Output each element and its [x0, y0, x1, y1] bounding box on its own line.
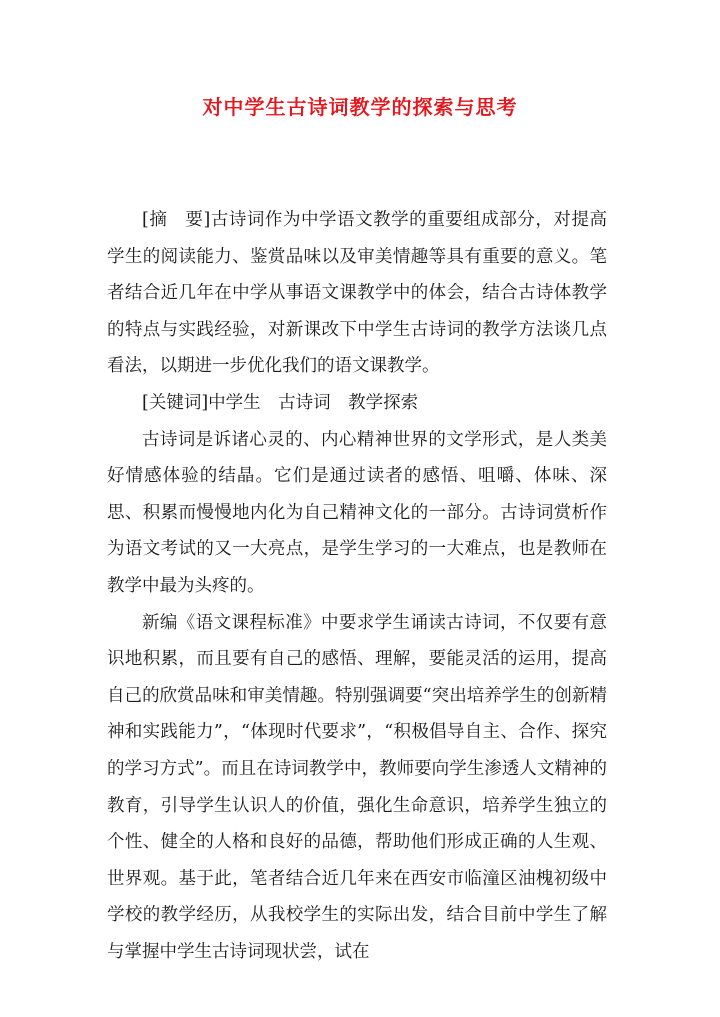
- abstract-paragraph: [摘 要]古诗词作为中学语文教学的重要组成部分，对提高学生的阅读能力、鉴赏品味以及审美情趣等具有重要的意义。笔者结合近几年在中学从事语文课教学中的体会，结合古诗体教学的特点与实践经验，对新课改下中学生古诗词的教学方法谈几点看法，以期进一步优化我们的语文课教学。: [107, 210, 607, 377]
- body-paragraph: 新编《语文课程标准》中要求学生诵读古诗词，不仅要有意识地积累，而且要有自己的感悟、理解，要能灵活的运用，提高自己的欣赏品味和审美情趣。特别强调要“突出培养学生的创新精神和实践能力”，“体现时代要求”，“积极倡导自主、合作、探究的学习方式”。而且在诗词教学中，教师要向学生渗透人文精神的教育，引导学生认识人的价值，强化生命意识，培养学生独立的个性、健全的人格和良好的品德，帮助他们形成正确的人生观、世界观。基于此，笔者结合近几年来在西安市临潼区油槐初级中学校的教学经历，从我校学生的实际出发，结合目前中学生了解与掌握中学生古诗词现状尝，试在: [107, 612, 607, 962]
- document-title: 对中学生古诗词教学的探索与思考: [202, 95, 518, 119]
- keywords-paragraph: [关键词]中学生 古诗词 教学探索: [142, 392, 419, 413]
- body-paragraph: 古诗词是诉诸心灵的、内心精神世界的文学形式，是人类美好情感体验的结晶。它们是通过读者的感悟、咀嚼、体味、深思、积累而慢慢地内化为自己精神文化的一部分。古诗词赏析作为语文考试的又一大亮点，是学生学习的一大难点，也是教师在教学中最为头疼的。: [107, 429, 607, 596]
- document-body: [107, 202, 607, 970]
